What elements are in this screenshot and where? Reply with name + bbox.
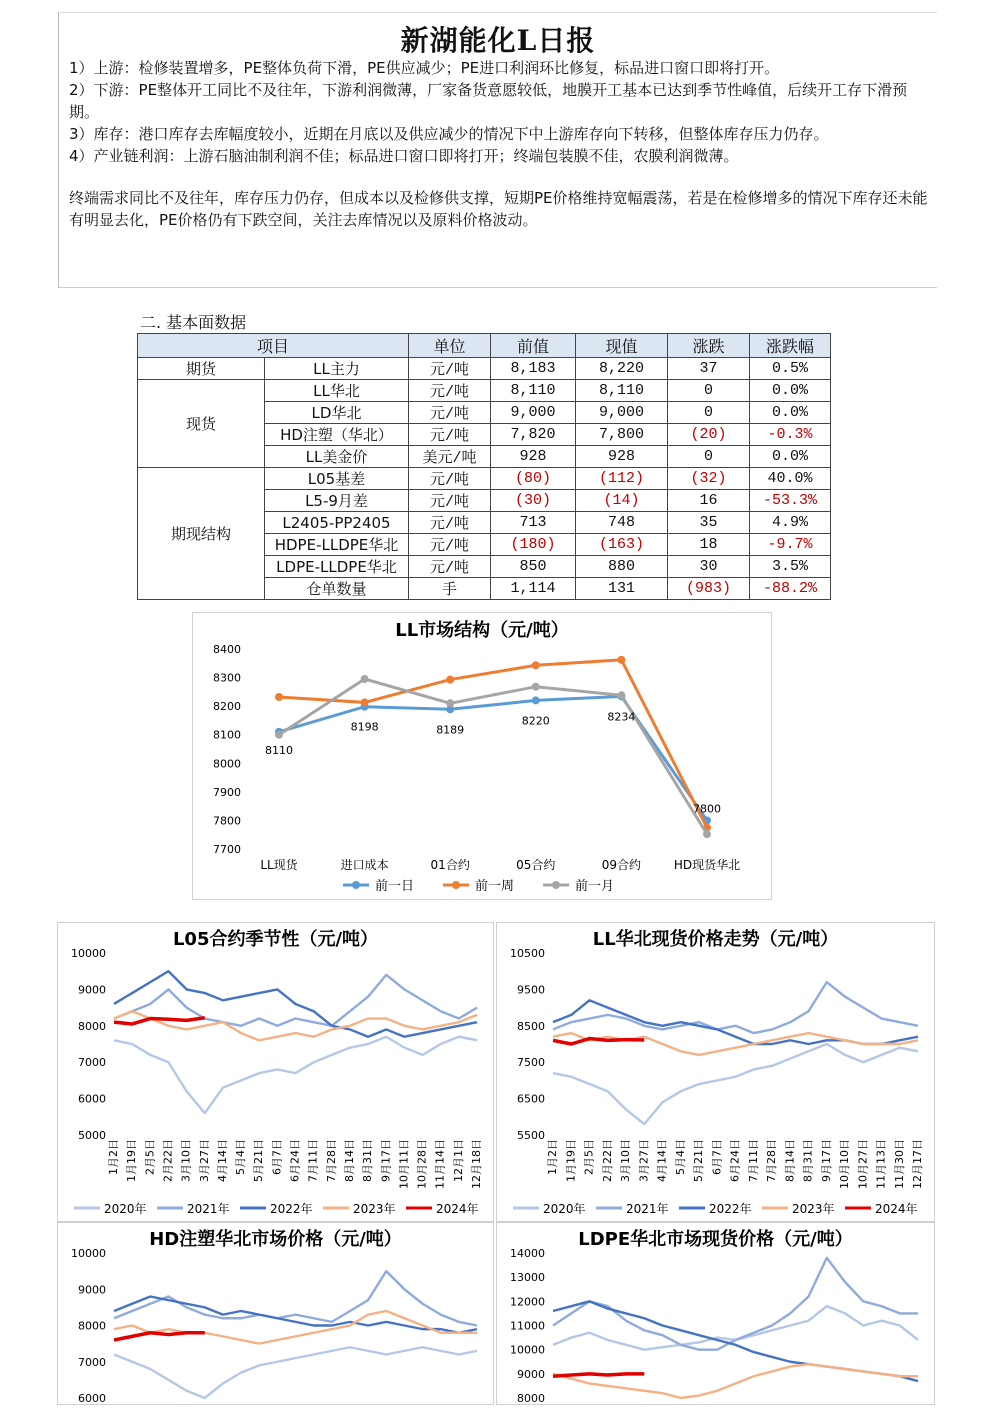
x-tick-label: 05合约: [516, 858, 556, 872]
y-tick-label: 8000: [517, 1392, 545, 1404]
hd-injection-chart: [57, 1222, 494, 1405]
row-item: 仓单数量: [265, 578, 409, 600]
row-category: 期现结构: [138, 468, 265, 600]
x-tick-label: 10月10日: [838, 1139, 851, 1189]
x-tick-label: 11月13日: [874, 1139, 888, 1189]
report-line-upstream: 1）上游：检修装置增多，PE整体负荷下滑，PE供应减少；PE进口利润环比修复，标品进口窗口即将打开。: [69, 59, 780, 77]
x-tick-label: 5月21日: [252, 1139, 266, 1182]
row-unit: 元/吨: [409, 556, 491, 578]
x-tick-label: 2月22日: [600, 1139, 614, 1182]
row-change-pct: 4.9%: [750, 512, 831, 534]
x-tick-label: 7月11日: [306, 1139, 320, 1182]
legend-label: 2022年: [270, 1202, 313, 1216]
row-change: 18: [668, 534, 750, 556]
x-tick-label: 10月27日: [856, 1139, 870, 1189]
legend-label: 2021年: [187, 1202, 230, 1216]
legend-marker: [452, 881, 460, 889]
row-change: (32): [668, 468, 750, 490]
header-change-pct: 涨跌幅: [750, 334, 831, 358]
ldpe-north-svg: [497, 1223, 934, 1404]
x-tick-label: 8月31日: [361, 1139, 375, 1182]
legend-label: 2023年: [792, 1202, 835, 1216]
data-label: 8234: [607, 710, 636, 724]
header-change: 涨跌: [668, 334, 750, 358]
row-unit: 元/吨: [409, 424, 491, 446]
row-prev: 928: [491, 446, 576, 468]
data-label: 8198: [350, 720, 379, 734]
x-tick-label: 5月21日: [692, 1139, 705, 1182]
report-summary: 终端需求同比不及往年，库存压力仍存，但成本以及检修供支撑，短期PE价格维持宽幅震荡，若是在检修增多的情况下库存还未能有明显去化，PE价格仍有下跌空间，关注去库情况以及原料价格波动。: [69, 189, 928, 229]
y-tick-label: 14000: [510, 1247, 545, 1260]
row-curr: 880: [576, 556, 668, 578]
x-tick-label: 2月5日: [582, 1139, 596, 1175]
row-unit: 元/吨: [409, 468, 491, 490]
y-tick-label: 6500: [517, 1092, 545, 1106]
report-line-downstream: 2）下游：PE整体开工同比不及往年，下游利润微薄，厂家备货意愿较低，地膜开工基本已达到季节性峰值，后续开工存下滑预期。: [69, 81, 908, 121]
section-title: 二. 基本面数据: [140, 313, 247, 332]
x-tick-label: 7月11日: [746, 1139, 760, 1182]
x-tick-label: 4月14日: [655, 1139, 669, 1182]
report-box: [58, 12, 937, 288]
row-unit: 元/吨: [409, 534, 491, 556]
legend-label: 2024年: [436, 1202, 479, 1216]
market-structure-chart: [192, 612, 772, 900]
x-tick-label: 1月2日: [546, 1139, 559, 1175]
legend-label: 前一周: [475, 879, 515, 894]
table-row: [138, 358, 831, 380]
row-item: LL华北: [265, 380, 409, 402]
row-prev: 8,183: [491, 358, 576, 380]
ll-north-spot-svg: [497, 923, 934, 1221]
data-point: [532, 683, 540, 691]
series-line: [553, 1374, 644, 1376]
data-label: 8110: [265, 743, 293, 757]
row-prev: 850: [491, 556, 576, 578]
legend-marker: [352, 881, 360, 889]
series-line: [114, 1311, 477, 1344]
row-change: 0: [668, 380, 750, 402]
x-tick-label: 3月27日: [197, 1139, 211, 1182]
y-tick-label: 7700: [213, 843, 241, 856]
row-item: LL美金价: [265, 446, 409, 468]
x-tick-label: 4月14日: [215, 1139, 229, 1182]
data-point: [275, 731, 283, 739]
x-tick-label: 6月24日: [728, 1139, 742, 1182]
row-prev: 7,820: [491, 424, 576, 446]
y-tick-label: 8000: [78, 1019, 106, 1033]
y-tick-label: 8000: [213, 757, 241, 771]
x-tick-label: 11月30日: [892, 1139, 906, 1189]
legend-label: 前一日: [375, 879, 415, 894]
row-unit: 元/吨: [409, 380, 491, 402]
y-tick-label: 7500: [517, 1056, 545, 1070]
row-item: HD注塑（华北）: [265, 424, 409, 446]
y-tick-label: 9000: [78, 983, 106, 997]
series-line: [553, 1044, 918, 1124]
series-line: [279, 696, 707, 820]
row-change-pct: -53.3%: [750, 490, 831, 512]
legend-label: 2020年: [104, 1202, 147, 1216]
table-header-row: [138, 334, 831, 358]
row-unit: 手: [409, 578, 491, 600]
x-tick-label: 12月18日: [470, 1139, 483, 1189]
row-change: 16: [668, 490, 750, 512]
x-tick-label: 9月17日: [819, 1139, 833, 1182]
row-curr: 928: [576, 446, 668, 468]
row-change-pct: 0.0%: [750, 446, 831, 468]
data-point: [361, 698, 369, 706]
report-line-inventory: 3）库存：港口库存去库幅度较小，近期在月底以及供应减少的情况下中上游库存向下转移，但整体库存压力仍存。: [69, 125, 829, 143]
table-row: [138, 468, 831, 490]
chart-title: HD注塑华北市场价格（元/吨）: [149, 1229, 402, 1250]
series-line: [114, 1347, 477, 1398]
y-tick-label: 12000: [510, 1295, 545, 1309]
series-line: [553, 1364, 918, 1398]
x-tick-label: 7月28日: [765, 1139, 778, 1182]
y-tick-label: 7000: [78, 1056, 106, 1070]
report-line-profit: 4）产业链利润：上游石脑油制利润不佳；标品进口窗口即将打开；终端包装膜不佳，农膜利润微薄。: [69, 147, 739, 165]
x-tick-label: 09合约: [601, 858, 642, 872]
y-tick-label: 8000: [78, 1319, 106, 1333]
data-point: [617, 656, 625, 664]
row-curr: 748: [576, 512, 668, 534]
header-prev: 前值: [491, 334, 576, 358]
chart-title: LDPE华北市场现货价格（元/吨）: [578, 1229, 853, 1250]
x-tick-label: LL现货: [260, 858, 298, 872]
row-change: (983): [668, 578, 750, 600]
legend-marker: [552, 881, 560, 889]
x-tick-label: 12月17日: [911, 1139, 924, 1189]
data-point: [361, 675, 369, 683]
y-tick-label: 10000: [71, 947, 106, 960]
hd-injection-svg: [58, 1223, 493, 1404]
ll-north-spot-chart: [496, 922, 935, 1222]
row-prev: 8,110: [491, 380, 576, 402]
ldpe-north-chart: [496, 1222, 935, 1405]
y-tick-label: 6000: [78, 1392, 106, 1404]
series-line: [279, 660, 707, 828]
row-change: 30: [668, 556, 750, 578]
x-tick-label: 9月17日: [379, 1139, 393, 1182]
row-unit: 元/吨: [409, 512, 491, 534]
row-change-pct: 3.5%: [750, 556, 831, 578]
x-tick-label: 3月10日: [619, 1139, 632, 1182]
series-line: [114, 1333, 205, 1340]
row-change: (20): [668, 424, 750, 446]
row-unit: 元/吨: [409, 358, 491, 380]
series-line: [553, 1306, 918, 1350]
y-tick-label: 6000: [78, 1092, 106, 1106]
y-tick-label: 8500: [517, 1019, 545, 1033]
data-label: 8189: [436, 723, 465, 737]
row-prev: 9,000: [491, 402, 576, 424]
series-line: [553, 1258, 918, 1350]
y-tick-label: 7800: [213, 814, 241, 828]
legend-label: 前一月: [575, 879, 615, 894]
row-curr: 9,000: [576, 402, 668, 424]
row-change: 0: [668, 402, 750, 424]
header-curr: 现值: [576, 334, 668, 358]
x-tick-label: 8月14日: [783, 1139, 797, 1182]
row-prev: (180): [491, 534, 576, 556]
y-tick-label: 5500: [517, 1129, 545, 1142]
series-line: [553, 1039, 644, 1044]
row-category: 现货: [138, 380, 265, 468]
x-tick-label: 6月7日: [710, 1139, 724, 1175]
x-tick-label: 10月28日: [415, 1139, 429, 1189]
series-line: [114, 1011, 477, 1040]
data-label: 7800: [693, 802, 721, 816]
row-item: L05基差: [265, 468, 409, 490]
data-point: [275, 693, 283, 701]
row-change-pct: 40.0%: [750, 468, 831, 490]
y-tick-label: 11000: [510, 1319, 545, 1333]
x-tick-label: 2月5日: [143, 1139, 157, 1175]
row-item: LD华北: [265, 402, 409, 424]
y-tick-label: 9000: [78, 1283, 106, 1297]
fundamentals-table: [137, 333, 831, 600]
data-point: [446, 699, 454, 707]
x-tick-label: 1月19日: [125, 1139, 139, 1182]
x-tick-label: 6月7日: [270, 1139, 284, 1175]
x-tick-label: 12月1日: [451, 1139, 465, 1182]
row-change: 37: [668, 358, 750, 380]
row-change-pct: -9.7%: [750, 534, 831, 556]
x-tick-label: 11月14日: [433, 1139, 447, 1189]
row-curr: (112): [576, 468, 668, 490]
y-tick-label: 7900: [213, 785, 241, 799]
legend-label: 2023年: [353, 1202, 396, 1216]
data-point: [617, 691, 625, 699]
y-tick-label: 9500: [517, 983, 545, 997]
row-unit: 元/吨: [409, 490, 491, 512]
row-change-pct: 0.0%: [750, 402, 831, 424]
x-tick-label: 01合约: [430, 858, 470, 872]
row-curr: (163): [576, 534, 668, 556]
series-line: [114, 1271, 477, 1325]
y-tick-label: 10500: [510, 947, 545, 960]
row-change: 0: [668, 446, 750, 468]
x-tick-label: 3月27日: [637, 1139, 651, 1182]
series-line: [114, 1037, 477, 1113]
row-change-pct: 0.5%: [750, 358, 831, 380]
x-tick-label: 6月24日: [288, 1139, 302, 1182]
chart-title: L05合约季节性（元/吨）: [172, 929, 379, 950]
row-unit: 元/吨: [409, 402, 491, 424]
row-item: L5-9月差: [265, 490, 409, 512]
chart-title: LL市场结构（元/吨）: [395, 620, 569, 641]
data-point: [532, 661, 540, 669]
table-body: [138, 358, 831, 600]
y-tick-label: 10000: [510, 1343, 545, 1357]
header-unit: 单位: [409, 334, 491, 358]
row-curr: 7,800: [576, 424, 668, 446]
y-tick-label: 7000: [78, 1355, 106, 1369]
report-title: 新湖能化L日报: [400, 24, 596, 57]
row-change: 35: [668, 512, 750, 534]
x-tick-label: 进口成本: [340, 858, 389, 872]
row-item: HDPE-LLDPE华北: [265, 534, 409, 556]
data-point: [446, 676, 454, 684]
y-tick-label: 13000: [510, 1271, 545, 1285]
row-prev: (80): [491, 468, 576, 490]
y-tick-label: 8400: [213, 643, 241, 656]
row-prev: 713: [491, 512, 576, 534]
row-change-pct: -88.2%: [750, 578, 831, 600]
row-prev: 1,114: [491, 578, 576, 600]
market-structure-svg: [193, 613, 771, 899]
row-item: LDPE-LLDPE华北: [265, 556, 409, 578]
row-item: LL主力: [265, 358, 409, 380]
row-change-pct: 0.0%: [750, 380, 831, 402]
row-curr: 8,220: [576, 358, 668, 380]
y-tick-label: 10000: [71, 1247, 106, 1260]
legend-label: 2021年: [626, 1202, 669, 1216]
y-tick-label: 8100: [213, 728, 241, 742]
data-point: [532, 696, 540, 704]
y-tick-label: 9000: [517, 1367, 545, 1381]
row-unit: 美元/吨: [409, 446, 491, 468]
x-tick-label: 1月2日: [107, 1139, 120, 1175]
row-curr: 131: [576, 578, 668, 600]
row-change-pct: -0.3%: [750, 424, 831, 446]
l05-seasonal-svg: [58, 923, 493, 1221]
y-tick-label: 5000: [78, 1129, 106, 1142]
x-tick-label: 3月10日: [179, 1139, 193, 1182]
data-point: [703, 830, 711, 838]
legend-label: 2020年: [543, 1202, 586, 1216]
y-tick-label: 8300: [213, 671, 241, 685]
y-tick-label: 8200: [213, 700, 241, 714]
x-tick-label: HD现货华北: [673, 858, 741, 872]
legend-label: 2024年: [875, 1202, 918, 1216]
table-row: [138, 380, 831, 402]
row-prev: (30): [491, 490, 576, 512]
row-curr: 8,110: [576, 380, 668, 402]
x-tick-label: 5月4日: [673, 1139, 687, 1175]
x-tick-label: 8月14日: [342, 1139, 356, 1182]
legend-label: 2022年: [709, 1202, 752, 1216]
row-item: L2405-PP2405: [265, 512, 409, 534]
x-tick-label: 7月28日: [324, 1139, 338, 1182]
data-label: 8220: [521, 714, 550, 728]
x-tick-label: 2月22日: [161, 1139, 175, 1182]
chart-title: LL华北现货价格走势（元/吨）: [592, 929, 839, 950]
x-tick-label: 8月31日: [801, 1139, 815, 1182]
x-tick-label: 10月11日: [397, 1139, 411, 1189]
row-category: 期货: [138, 358, 265, 380]
l05-seasonal-chart: [57, 922, 494, 1222]
row-curr: (14): [576, 490, 668, 512]
x-tick-label: 1月19日: [564, 1139, 578, 1182]
x-tick-label: 5月4日: [234, 1139, 248, 1175]
header-item: 项目: [138, 334, 409, 358]
